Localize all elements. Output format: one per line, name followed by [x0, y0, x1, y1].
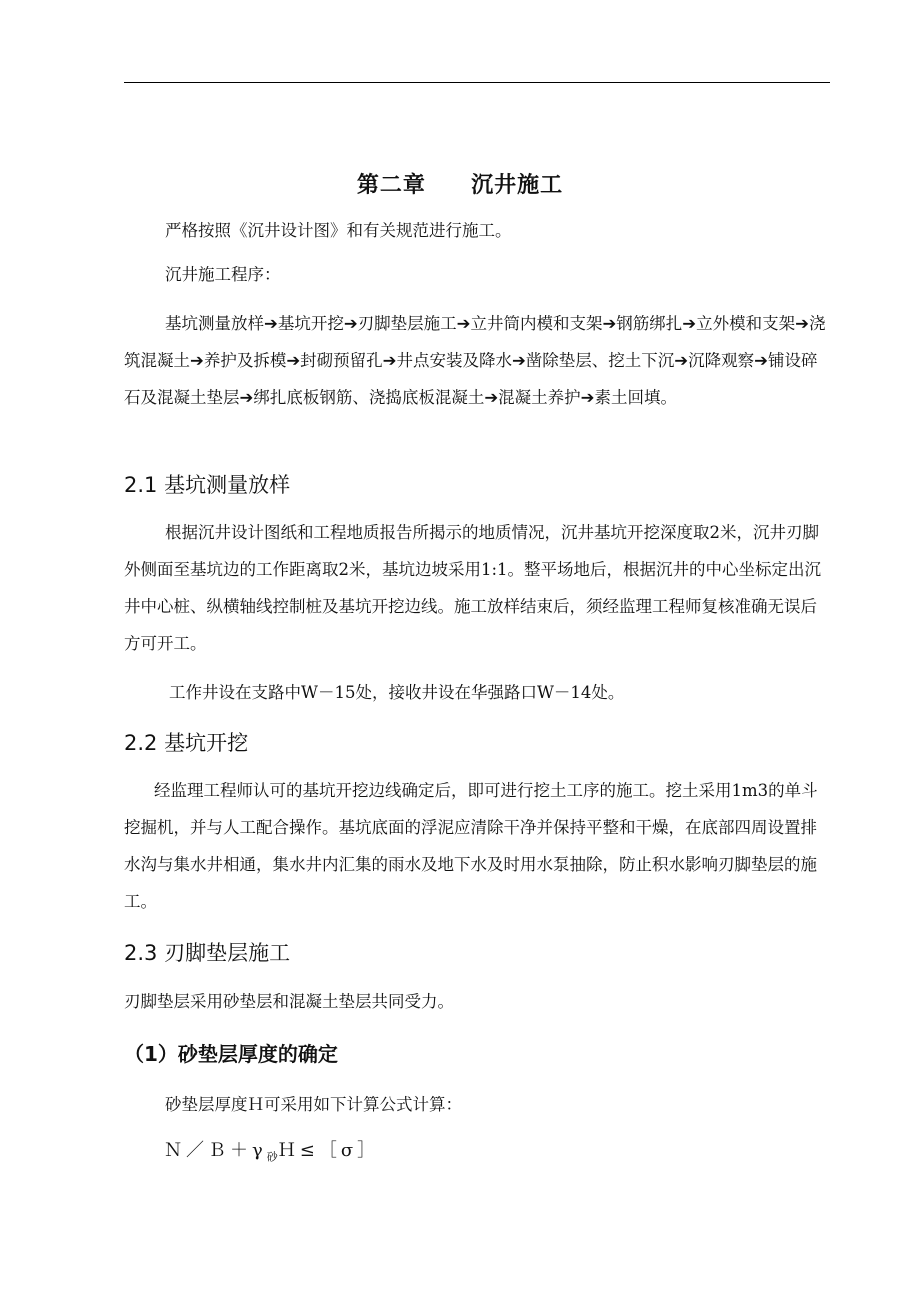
- subsection-1-heading: （1）砂垫层厚度的确定: [124, 1042, 338, 1066]
- section-2-3-heading: 2.3 刃脚垫层施工: [124, 941, 291, 965]
- section-2-1-paragraph-2: 工作井设在支路中W－15处，接收井设在华强路口W－14处。: [169, 683, 625, 702]
- construction-sequence-paragraph: 基坑测量放样➔基坑开挖➔刃脚垫层施工➔立井筒内模和支架➔钢筋绑扎➔立外模和支架➔浇筑混凝土➔养护及拆模➔封砌预留孔➔井点安装及降水➔凿除垫层、挖土下沉➔沉降观察➔铺设碎石及混凝土垫层➔绑扎底板钢筋、浇捣底板混凝土➔混凝土养护➔素土回填。: [124, 314, 826, 407]
- formula-tail: Ｈ≤［σ］: [277, 1140, 380, 1161]
- intro-paragraph-2: 沉井施工程序：: [165, 265, 281, 284]
- sand-cushion-formula: [164, 1136, 379, 1165]
- intro-paragraph-1: 严格按照《沉井设计图》和有关规范进行施工。: [165, 221, 512, 240]
- chapter-title: 第二章 沉井施工: [356, 173, 564, 198]
- section-2-1-paragraph-1: 根据沉井设计图纸和工程地质报告所揭示的地质情况，沉井基坑开挖深度取2米，沉井刃脚外侧面至基坑边的工作距离取2米，基坑边坡采用1:1。整平场地后，根据沉井的中心坐标定出沉井中心桩、纵横轴线控制桩及基坑开挖边线。施工放样结束后，须经监理工程师复核准确无误后方可开工。: [124, 523, 822, 653]
- section-2-1-heading: 2.1 基坑测量放样: [124, 473, 291, 497]
- section-2-3-paragraph-1: 刃脚垫层采用砂垫层和混凝土垫层共同受力。: [124, 992, 454, 1011]
- subsection-1-paragraph-1: 砂垫层厚度Ｈ可采用如下计算公式计算：: [165, 1095, 462, 1114]
- formula-main: Ｎ／Ｂ＋γ: [164, 1140, 267, 1161]
- section-2-2-paragraph-1: 经监理工程师认可的基坑开挖边线确定后，即可进行挖土工序的施工。挖土采用1m3的单斗挖掘机，并与人工配合操作。基坑底面的浮泥应清除干净并保持平整和干燥，在底部四周设置排水沟与集水井相通，集水井内汇集的雨水及地下水及时用水泵抽除，防止积水影响刃脚垫层的施工。: [124, 781, 818, 911]
- header-rule: [124, 82, 830, 83]
- formula-subscript: 砂: [266, 1150, 278, 1164]
- section-2-2-heading: 2.2 基坑开挖: [124, 731, 249, 755]
